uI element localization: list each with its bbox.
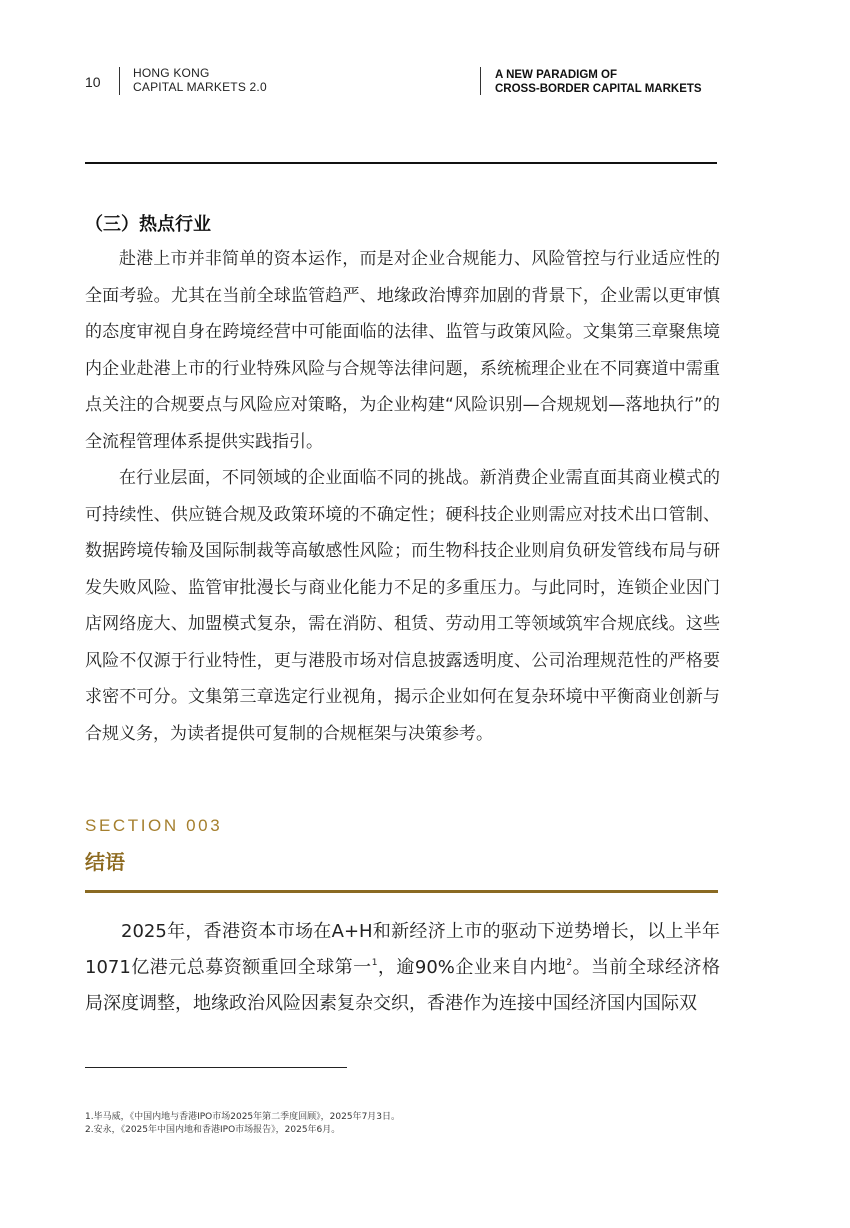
page-number: 10 <box>85 74 101 90</box>
chapter-title-line2: CROSS-BORDER CAPITAL MARKETS <box>495 83 702 95</box>
chapter-title-line1: A NEW PARADIGM OF <box>495 69 618 81</box>
header-divider-right <box>480 67 481 95</box>
publication-title-line2: CAPITAL MARKETS 2.0 <box>133 80 267 94</box>
footnote-2: 2.安永，《2025年中国内地和香港IPO市场报告》，2025年6月。 <box>85 1125 341 1135</box>
publication-title <box>133 66 267 94</box>
section-rule <box>85 890 718 893</box>
footnote-ref-1[interactable]: 1 <box>371 958 378 968</box>
header-rule <box>85 162 717 164</box>
publication-title-line1: HONG KONG <box>133 66 210 80</box>
conclusion-text-c: 。当前全球经济格局深度调整，地缘政治风险因素复杂交织，香港作为连接中国经济国内国际双 <box>85 957 721 1014</box>
section-label: SECTION 003 <box>85 816 223 835</box>
chapter-title <box>495 68 702 96</box>
body-paragraph-2: 在行业层面，不同领域的企业面临不同的挑战。新消费企业需直面其商业模式的可持续性、供应链合规及政策环境的不确定性；硬科技企业则需应对技术出口管制、数据跨境传输及国际制裁等高敏感性风险；而生物科技企业则肩负研发管线布局与研发失败风险、监管审批漫长与商业化能力不足的多重压力。与此同时，连锁企业因门店网络庞大、加盟模式复杂，需在消防、租赁、劳动用工等领域筑牢合规底线。这些风险不仅源于行业特性，更与港股市场对信息披露透明度、公司治理规范性的严格要求密不可分。文集第三章选定行业视角，揭示企业如何在复杂环境中平衡商业创新与合规义务，为读者提供可复制的合规框架与决策参考。 <box>85 468 720 744</box>
footnote-1: 1.毕马威，《中国内地与香港IPO市场2025年第二季度回顾》，2025年7月3日。 <box>85 1112 401 1122</box>
conclusion-text-a: 2025年，香港资本市场在A+H和新经济上市的驱动下逆势增长，以上半年1071亿港元总募资额重回全球第一 <box>85 921 720 978</box>
subheading-hot-industries: （三）热点行业 <box>85 214 211 235</box>
footnotes <box>85 1111 400 1137</box>
page-header <box>0 0 850 170</box>
body-paragraph-1: 赴港上市并非简单的资本运作，而是对企业合规能力、风险管控与行业适应性的全面考验。尤其在当前全球监管趋严、地缘政治博弈加剧的背景下，企业需以更审慎的态度审视自身在跨境经营中可能面临的法律、监管与政策风险。文集第三章聚焦境内企业赴港上市的行业特殊风险与合规等法律问题，系统梳理企业在不同赛道中需重点关注的合规要点与风险应对策略，为企业构建“风险识别—合规规划—落地执行”的全流程管理体系提供实践指引。 <box>85 249 720 452</box>
footnote-ref-2[interactable]: 2 <box>566 958 573 968</box>
section-heading: 结语 <box>85 850 125 874</box>
conclusion-paragraph <box>85 914 720 1022</box>
header-divider-left <box>119 67 120 95</box>
conclusion-text-b: ，逾90%企业来自内地 <box>377 957 567 978</box>
footnote-rule <box>85 1067 347 1068</box>
